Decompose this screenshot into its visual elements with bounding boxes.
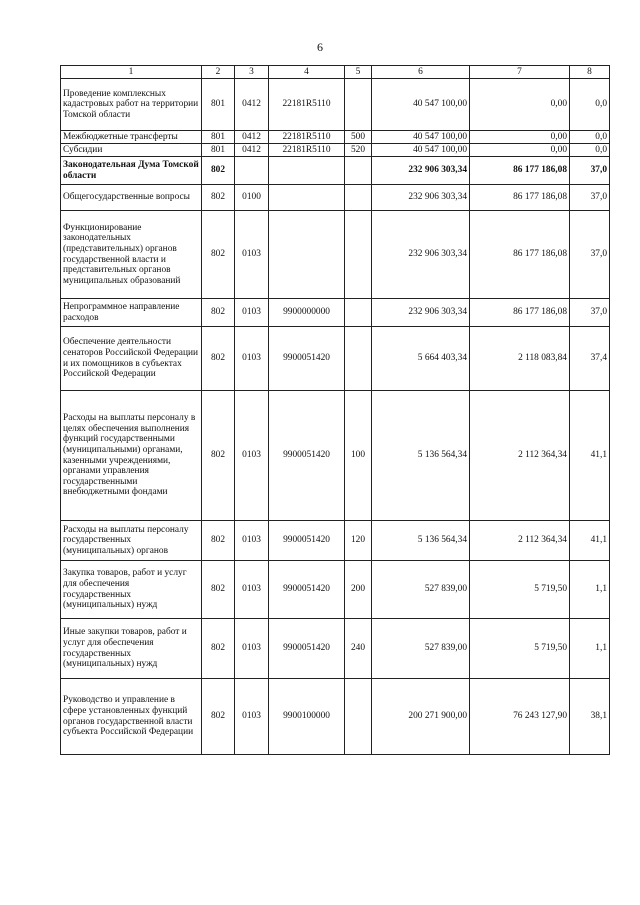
table-row: [61, 619, 610, 679]
table-row: [61, 185, 610, 211]
row-plan: 5 136 564,34: [372, 521, 470, 561]
row-fact: 2 112 364,34: [470, 391, 570, 521]
row-section: 0103: [235, 521, 269, 561]
row-type: [345, 185, 372, 211]
header-cell: 1: [61, 66, 202, 79]
row-section: [235, 157, 269, 185]
row-name: Законодательная Дума Томской области: [61, 157, 202, 185]
row-plan: 232 906 303,34: [372, 299, 470, 327]
row-name: Руководство и управление в сфере установленных функций органов государственной власти субъекта Российской Федерации: [61, 679, 202, 755]
header-cell: 5: [345, 66, 372, 79]
row-grbs: 802: [202, 391, 235, 521]
row-name: Иные закупки товаров, работ и услуг для обеспечения государственных (муниципальных) нужд: [61, 619, 202, 679]
row-plan: 40 547 100,00: [372, 144, 470, 157]
row-section: 0412: [235, 131, 269, 144]
row-plan: 232 906 303,34: [372, 157, 470, 185]
row-target: 9900051420: [269, 619, 345, 679]
row-section: 0103: [235, 619, 269, 679]
row-grbs: 802: [202, 327, 235, 391]
row-section: 0103: [235, 211, 269, 299]
row-plan: 40 547 100,00: [372, 79, 470, 131]
row-section: 0103: [235, 327, 269, 391]
row-type: [345, 211, 372, 299]
row-section: 0103: [235, 391, 269, 521]
row-target: 9900051420: [269, 521, 345, 561]
row-section: 0103: [235, 299, 269, 327]
table-row: [61, 561, 610, 619]
table-row: [61, 211, 610, 299]
header-cell: 4: [269, 66, 345, 79]
row-fact: 86 177 186,08: [470, 185, 570, 211]
row-grbs: 802: [202, 185, 235, 211]
row-name: Обеспечение деятельности сенаторов Российской Федерации и их помощников в субъектах Российской Федерации: [61, 327, 202, 391]
row-type: 200: [345, 561, 372, 619]
row-grbs: 801: [202, 131, 235, 144]
row-grbs: 802: [202, 157, 235, 185]
table-row: [61, 521, 610, 561]
row-grbs: 802: [202, 521, 235, 561]
table-row: [61, 299, 610, 327]
row-pct: 1,1: [570, 561, 610, 619]
row-type: [345, 157, 372, 185]
row-pct: 37,0: [570, 299, 610, 327]
row-name: Межбюджетные трансферты: [61, 131, 202, 144]
row-section: 0100: [235, 185, 269, 211]
row-target: 9900051420: [269, 391, 345, 521]
row-type: [345, 679, 372, 755]
row-section: 0412: [235, 79, 269, 131]
row-pct: 0,0: [570, 131, 610, 144]
row-name: Непрограммное направление расходов: [61, 299, 202, 327]
row-target: [269, 157, 345, 185]
row-pct: 37,0: [570, 185, 610, 211]
row-plan: 527 839,00: [372, 619, 470, 679]
row-type: [345, 327, 372, 391]
row-grbs: 802: [202, 561, 235, 619]
row-pct: 37,4: [570, 327, 610, 391]
row-name: Общегосударственные вопросы: [61, 185, 202, 211]
row-pct: 0,0: [570, 79, 610, 131]
table-row: [61, 679, 610, 755]
row-fact: 0,00: [470, 79, 570, 131]
row-name: Функционирование законодательных (представительных) органов государственной власти и представительных органов муниципальных образований: [61, 211, 202, 299]
budget-table: [60, 65, 610, 755]
row-grbs: 802: [202, 299, 235, 327]
row-target: 22181R5110: [269, 131, 345, 144]
table-row: [61, 391, 610, 521]
row-fact: 86 177 186,08: [470, 157, 570, 185]
row-fact: 2 118 083,84: [470, 327, 570, 391]
row-section: 0103: [235, 561, 269, 619]
row-grbs: 802: [202, 679, 235, 755]
row-target: 9900100000: [269, 679, 345, 755]
row-name: Проведение комплексных кадастровых работ на территории Томской области: [61, 79, 202, 131]
header-cell: 8: [570, 66, 610, 79]
header-cell: 7: [470, 66, 570, 79]
row-name: Расходы на выплаты персоналу в целях обеспечения выполнения функций государственными (муниципальными) органами, казенными учреждениями, органами управления государственными внебюджетными фондами: [61, 391, 202, 521]
page-number: 6: [317, 40, 323, 54]
row-type: [345, 299, 372, 327]
row-fact: 76 243 127,90: [470, 679, 570, 755]
row-type: 120: [345, 521, 372, 561]
row-grbs: 802: [202, 619, 235, 679]
row-target: [269, 185, 345, 211]
table-row: [61, 131, 610, 144]
row-plan: 527 839,00: [372, 561, 470, 619]
row-pct: 41,1: [570, 521, 610, 561]
row-pct: 1,1: [570, 619, 610, 679]
header-row: [61, 66, 610, 79]
row-type: 240: [345, 619, 372, 679]
table-row: [61, 157, 610, 185]
row-target: 9900000000: [269, 299, 345, 327]
row-target: 22181R5110: [269, 79, 345, 131]
table-row: [61, 79, 610, 131]
row-fact: 2 112 364,34: [470, 521, 570, 561]
row-grbs: 802: [202, 211, 235, 299]
row-fact: 0,00: [470, 144, 570, 157]
row-type: 100: [345, 391, 372, 521]
row-name: Расходы на выплаты персоналу государственных (муниципальных) органов: [61, 521, 202, 561]
row-plan: 232 906 303,34: [372, 185, 470, 211]
row-target: 22181R5110: [269, 144, 345, 157]
row-type: 520: [345, 144, 372, 157]
header-cell: 6: [372, 66, 470, 79]
row-fact: 5 719,50: [470, 619, 570, 679]
row-fact: 86 177 186,08: [470, 299, 570, 327]
row-section: 0103: [235, 679, 269, 755]
table-row: [61, 144, 610, 157]
row-pct: 37,0: [570, 211, 610, 299]
row-fact: 5 719,50: [470, 561, 570, 619]
table-row: [61, 327, 610, 391]
row-plan: 232 906 303,34: [372, 211, 470, 299]
row-pct: 0,0: [570, 144, 610, 157]
row-grbs: 801: [202, 144, 235, 157]
row-grbs: 801: [202, 79, 235, 131]
row-type: [345, 79, 372, 131]
row-pct: 37,0: [570, 157, 610, 185]
row-plan: 40 547 100,00: [372, 131, 470, 144]
row-target: 9900051420: [269, 561, 345, 619]
row-fact: 0,00: [470, 131, 570, 144]
row-pct: 38,1: [570, 679, 610, 755]
row-name: Субсидии: [61, 144, 202, 157]
header-cell: 2: [202, 66, 235, 79]
row-pct: 41,1: [570, 391, 610, 521]
row-fact: 86 177 186,08: [470, 211, 570, 299]
row-plan: 200 271 900,00: [372, 679, 470, 755]
row-name: Закупка товаров, работ и услуг для обеспечения государственных (муниципальных) нужд: [61, 561, 202, 619]
row-type: 500: [345, 131, 372, 144]
row-plan: 5 664 403,34: [372, 327, 470, 391]
header-cell: 3: [235, 66, 269, 79]
row-target: 9900051420: [269, 327, 345, 391]
row-plan: 5 136 564,34: [372, 391, 470, 521]
row-target: [269, 211, 345, 299]
row-section: 0412: [235, 144, 269, 157]
